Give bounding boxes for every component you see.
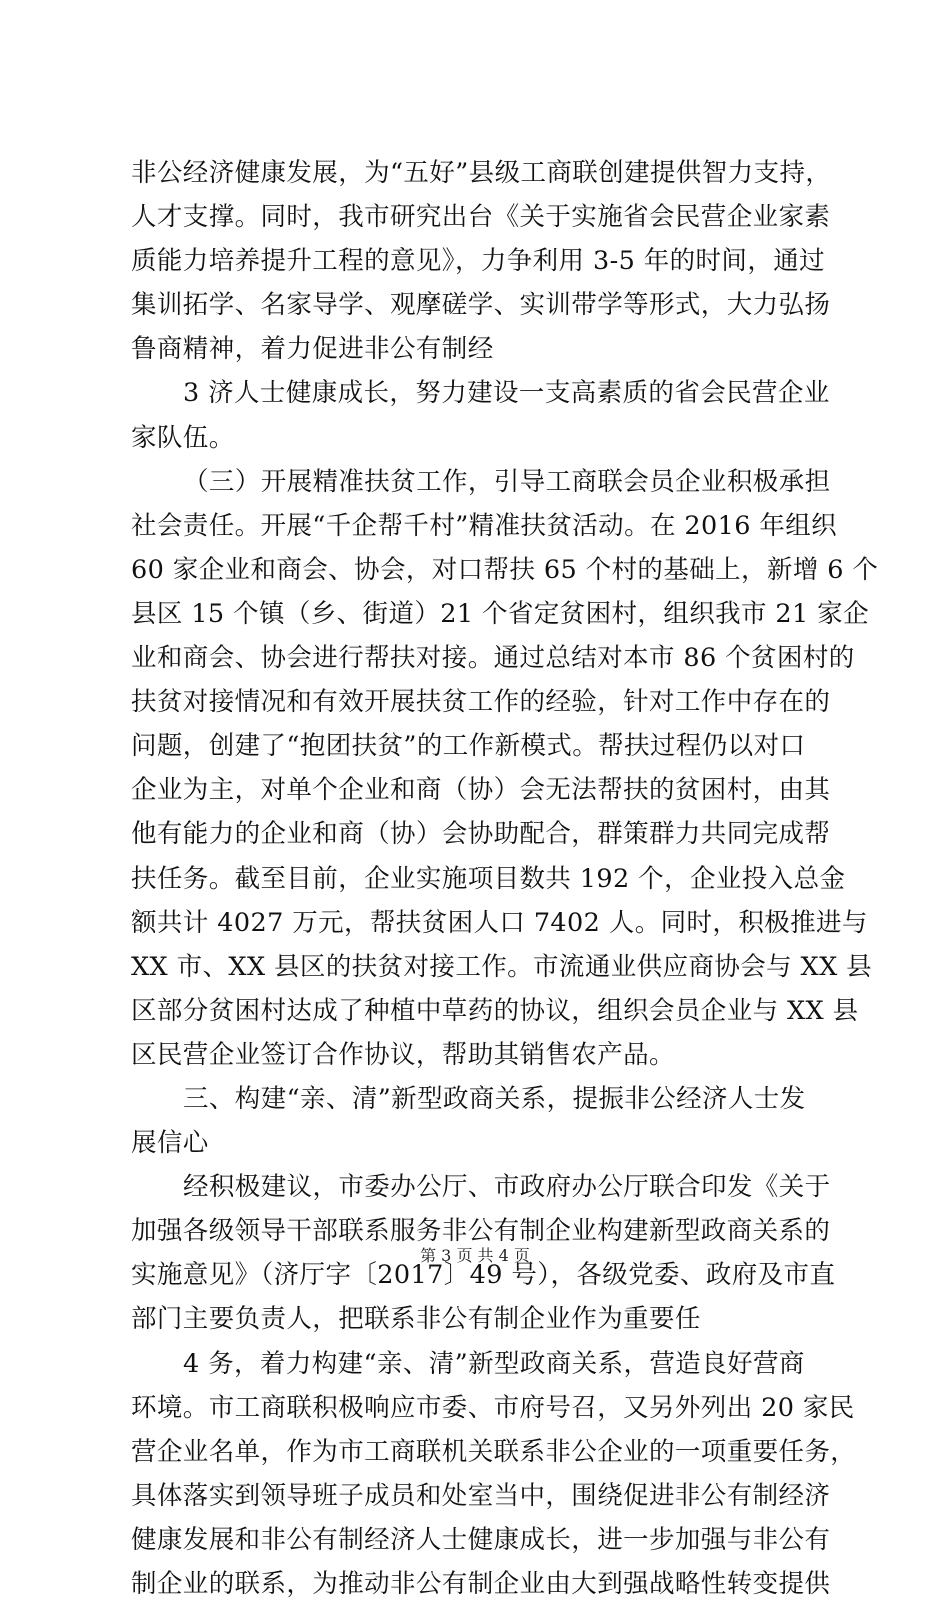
- text-line: 区部分贫困村达成了种植中草药的协议，组织会员企业与 XX 县: [131, 995, 859, 1026]
- body-text: [131, 151, 879, 1606]
- text-line: 3 济人士健康成长，努力建设一支高素质的省会民营企业: [183, 378, 830, 409]
- text-line: 企业为主，对单个企业和商（协）会无法帮扶的贫困村，由其: [131, 775, 831, 806]
- text-line: 他有能力的企业和商（协）会协助配合，群策群力共同完成帮: [131, 819, 831, 850]
- text-line: 鲁商精神，着力促进非公有制经: [131, 334, 494, 365]
- text-line: 人才支撑。同时，我市研究出台《关于实施省会民营企业家素: [131, 202, 831, 233]
- text-line: 扶贫对接情况和有效开展扶贫工作的经验，针对工作中存在的: [131, 687, 831, 718]
- text-line: 具体落实到领导班子成员和处室当中，围绕促进非公有制经济: [131, 1480, 831, 1511]
- text-line: 制企业的联系，为推动非公有制企业由大到强战略性转变提供: [131, 1569, 831, 1599]
- text-line: 部门主要负责人，把联系非公有制企业作为重要任: [131, 1304, 701, 1335]
- text-line: 扶任务。截至目前，企业实施项目数共 192 个，企业投入总金: [131, 863, 846, 894]
- text-line: 县区 15 个镇（乡、街道）21 个省定贫困村，组织我市 21 家企: [131, 598, 869, 629]
- text-line: 4 务，着力构建“亲、清”新型政商关系，营造良好营商: [183, 1348, 805, 1379]
- text-line: XX 市、XX 县区的扶贫对接工作。市流通业供应商协会与 XX 县: [131, 951, 873, 982]
- text-line: 60 家企业和商会、协会，对口帮扶 65 个村的基础上，新增 6 个: [131, 554, 879, 585]
- text-line: 营企业名单，作为市工商联机关联系非公企业的一项重要任务，: [131, 1436, 857, 1467]
- text-line: 集训拓学、名家导学、观摩磋学、实训带学等形式，大力弘扬: [131, 290, 831, 321]
- text-line: 业和商会、协会进行帮扶对接。通过总结对本市 86 个贫困村的: [131, 643, 855, 674]
- text-line: 健康发展和非公有制经济人士健康成长，进一步加强与非公有: [131, 1524, 831, 1555]
- text-line: （三）开展精准扶贫工作，引导工商联会员企业积极承担: [183, 466, 831, 497]
- text-line: 社会责任。开展“千企帮千村”精准扶贫活动。在 2016 年组织: [131, 510, 838, 541]
- text-line: 家队伍。: [131, 422, 235, 453]
- text-line: 三、构建“亲、清”新型政商关系，提振非公经济人士发: [183, 1083, 806, 1114]
- text-line: 质能力培养提升工程的意见》，力争利用 3-5 年的时间，通过: [131, 246, 826, 277]
- text-line: 非公经济健康发展，为“五好”县级工商联创建提供智力支持，: [131, 158, 832, 188]
- text-line: 经积极建议，市委办公厅、市政府办公厅联合印发《关于: [183, 1172, 831, 1203]
- text-line: 加强各级领导干部联系服务非公有制企业构建新型政商关系的: [131, 1216, 831, 1247]
- text-line: 实施意见》（济厅字〔2017〕49 号），各级党委、政府及市直: [131, 1260, 836, 1291]
- text-line: 展信心: [131, 1128, 209, 1159]
- text-line: 环境。市工商联积极响应市委、市府号召，又另外列出 20 家民: [131, 1392, 855, 1423]
- text-line: 区民营企业签订合作协议，帮助其销售农产品。: [131, 1039, 675, 1070]
- text-line: 问题，创建了“抱团扶贫”的工作新模式。帮扶过程仍以对口: [131, 731, 806, 762]
- page-footer: 第 3 页 共 4 页: [420, 1246, 530, 1265]
- text-line: 额共计 4027 万元，帮扶贫困人口 7402 人。同时，积极推进与: [131, 907, 868, 938]
